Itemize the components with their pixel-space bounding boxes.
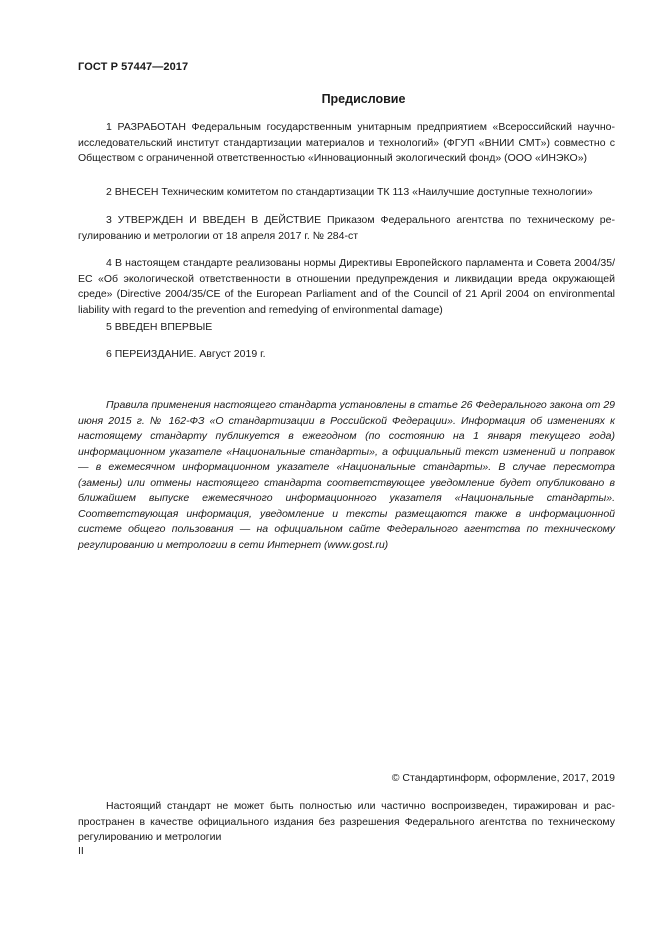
- foreword-item-2: 2 ВНЕСЕН Техническим комитетом по стандартизации ТК 113 «Наилучшие доступные технологии»: [106, 186, 593, 198]
- page-number: II: [78, 845, 84, 857]
- foreword-item-3: 3 УТВЕРЖДЕН И ВВЕДЕН В ДЕЙСТВИЕ Приказом Федерального агентства по техническому регулированию и метрологии от 18 апреля 2017 г. № 284-ст: [78, 214, 615, 242]
- foreword-item-6: 6 ПЕРЕИЗДАНИЕ. Август 2019 г.: [106, 348, 266, 360]
- rules-notice: Правила применения настоящего стандарта установлены в статье 26 Федерального закона от 29 июня 2015 г. № 162-ФЗ «О стандартизации в Российской Федерации». Информация об изменениях к настоящему стандарту публикуется в ежегодном (по состоянию на 1 января текущего года) информационном указателе «Национальные стандарты», а официальный текст изменений и поправок — в ежемесячном информационном указателе «Национальные стандарты». В случае пересмотра (замены) или отмены настоящего стандарта соответствующее уведомление будет опубликовано в ближайшем выпуске ежемесячного информационного указателя «Национальные стандарты». Соответствующая информация, уведомление и тексты размещаются также в информационной системе общего пользования — на официальном сайте Федерального агентства по техническому регулированию и метрологии в сети Интернет (www.gost.ru): [78, 399, 615, 551]
- reproduction-notice: Настоящий стандарт не может быть полностью или частично воспроизведен, тиражирован и распространен в качестве официального издания без разрешения Федерального агентства по техническому регулированию и метрологии: [78, 800, 615, 843]
- foreword-item-4: 4 В настоящем стандарте реализованы нормы Директивы Европейского парламента и Совета 2004/35/ЕС «Об экологической ответственности в отношении предупреждения и ликвидации вреда окружающей среде» (Directive 2004/35/CE of the European Parliament and of the Council of 21 April 2004 on environmental liability with regard to the prevention and remedying of environmental damage): [78, 257, 615, 316]
- foreword-item-5: 5 ВВЕДЕН ВПЕРВЫЕ: [106, 321, 213, 333]
- foreword-title: Предисловие: [321, 92, 406, 106]
- foreword-item-1: 1 РАЗРАБОТАН Федеральным государственным унитарным предприятием «Всероссийский научно-исследовательский институт стандартизации материалов и технологий» (ФГУП «ВНИИ СМТ») совместно с Обществом с ограниченной ответственностью «Инновационный экологический фонд» (ООО «ИНЭКО»): [78, 121, 615, 164]
- copyright-notice: © Стандартинформ, оформление, 2017, 2019: [391, 772, 615, 784]
- standard-code: ГОСТ Р 57447—2017: [78, 61, 189, 73]
